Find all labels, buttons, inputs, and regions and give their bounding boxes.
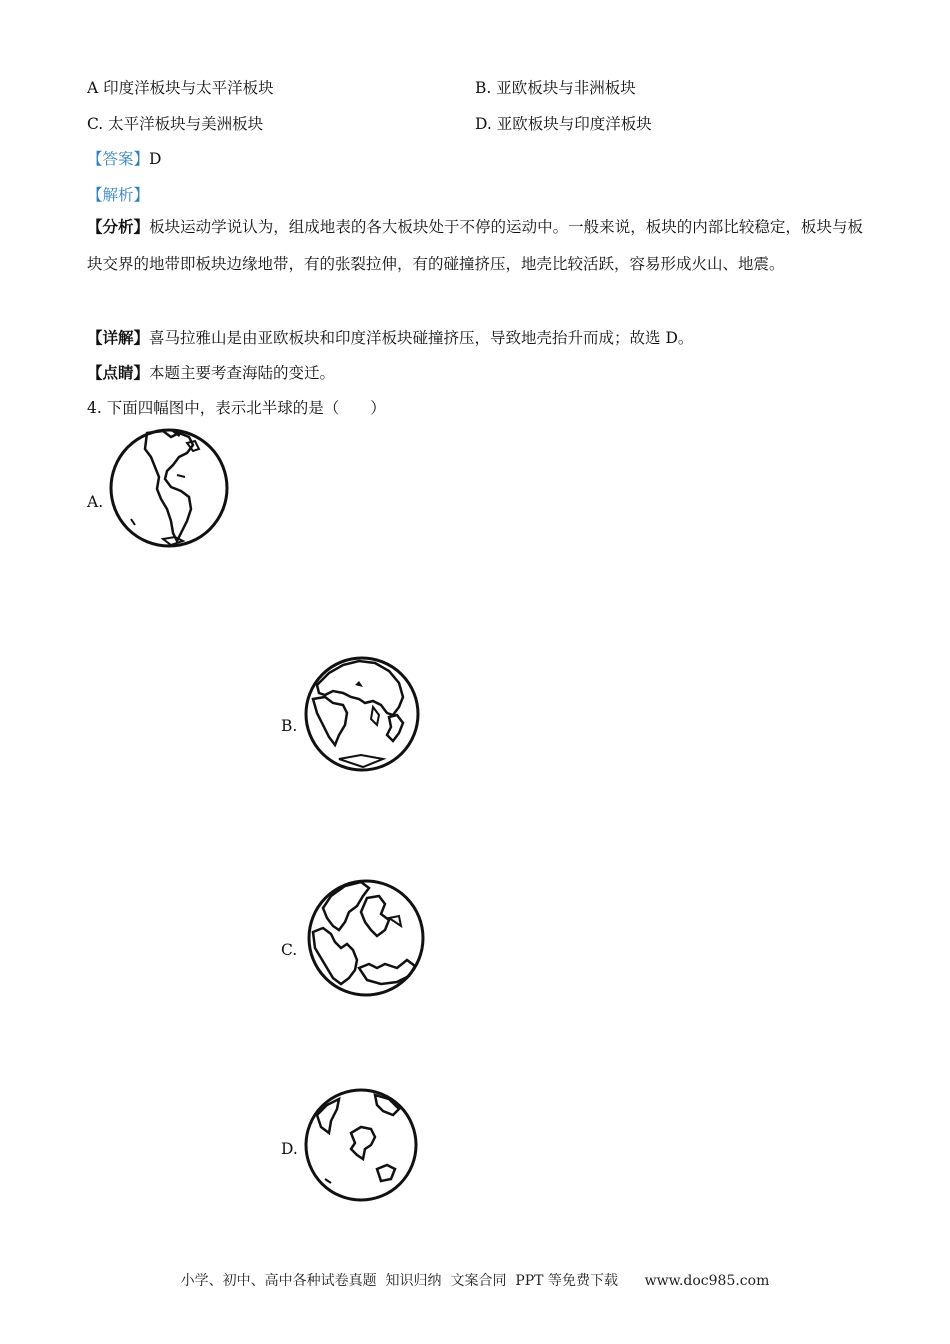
xiangjie-tag: 【详解】 (87, 328, 150, 347)
answer-line (87, 147, 161, 169)
option-c: C. 太平洋板块与美洲板块 (87, 115, 264, 133)
xiangjie-line (87, 326, 693, 348)
answer-value: D (149, 150, 162, 168)
globe-south-pole-icon (303, 1087, 419, 1203)
dianjing-line (87, 361, 335, 383)
answer-tag: 【答案】 (87, 150, 150, 168)
q4-option-d-label: D. (281, 1140, 298, 1158)
q4-option-c-label: C. (281, 941, 298, 959)
option-a: A 印度洋板块与太平洋板块 (87, 79, 274, 97)
page-footer: 小学、初中、高中各种试卷真题 知识归纳 文案合同 PPT 等免费下载 www.doc985.com (180, 1273, 770, 1289)
option-b: B. 亚欧板块与非洲板块 (475, 79, 636, 97)
fenxi-tag: 【分析】 (87, 217, 150, 236)
globe-africa-asia-icon (303, 655, 421, 773)
question4-stem: 4. 下面四幅图中，表示北半球的是（ ） (87, 399, 386, 417)
q4-option-b-label: B. (281, 717, 298, 735)
option-d: D. 亚欧板块与印度洋板块 (475, 115, 652, 133)
q4-option-a-label: A. (87, 493, 104, 511)
fenxi-text: 板块运动学说认为，组成地表的各大板块处于不停的运动中。一般来说，板块的内部比较稳定，板块与板块交界的地带即板块边缘地带，有的张裂拉伸，有的碰撞挤压，地壳比较活跃，容易形成火山、地震。 (87, 218, 863, 273)
dianjing-tag: 【点睛】 (87, 363, 150, 382)
globe-americas-icon (107, 427, 231, 549)
dianjing-text: 本题主要考查海陆的变迁。 (149, 364, 336, 382)
fenxi-paragraph (87, 208, 863, 283)
globe-north-pole-icon (305, 878, 427, 998)
analysis-tag: 【解析】 (87, 186, 150, 204)
xiangjie-text: 喜马拉雅山是由亚欧板块和印度洋板块碰撞挤压，导致地壳抬升而成；故选 D。 (149, 329, 694, 347)
